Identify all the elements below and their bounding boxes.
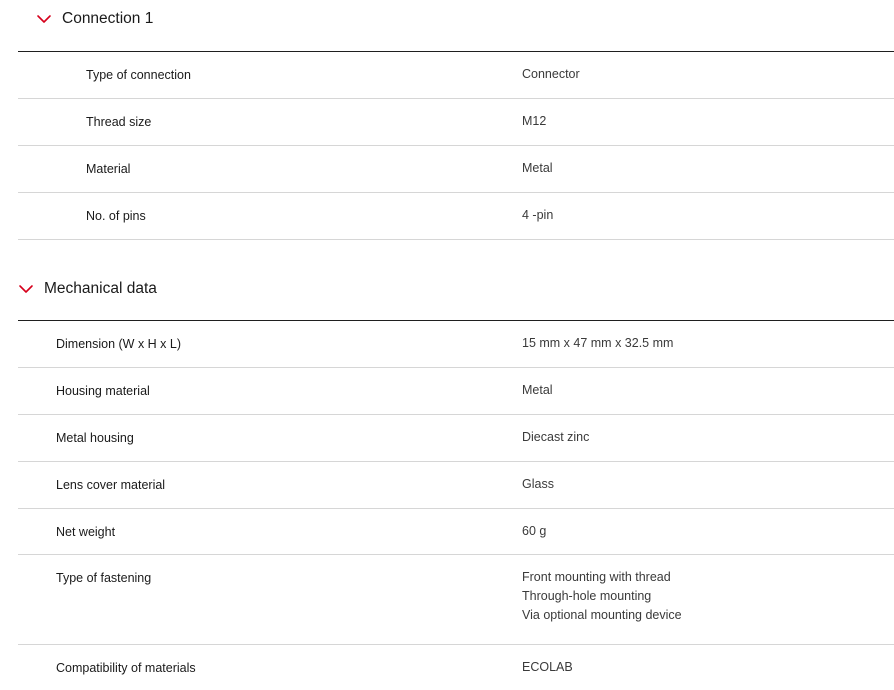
row-value-line: Glass [522,477,554,491]
row-value-line: Front mounting with thread [522,570,671,584]
row-value [522,159,553,178]
row-value-line: M12 [522,114,547,128]
row-value [522,381,553,400]
row-value [522,475,554,494]
row-label: No. of pins [86,209,146,223]
row-value-line: Diecast zinc [522,430,590,444]
section-header-mechanical-data[interactable] [18,270,157,308]
row-value-line: Metal [522,161,553,175]
row-value [522,112,546,131]
row-value-line: Metal [522,383,553,397]
row-value-line: Via optional mounting device [522,608,682,622]
row-value-line: Connector [522,67,580,81]
row-label: Type of connection [86,68,191,82]
table-row [18,52,894,99]
table-row [18,321,894,368]
row-label: Net weight [56,525,116,539]
section-title: Mechanical data [44,280,157,297]
row-value [522,428,589,447]
chevron-down-icon [36,11,52,27]
row-value [522,334,673,353]
table-row [18,555,894,645]
table-row [18,462,894,509]
table-row [18,415,894,462]
row-value [522,65,580,84]
table-row [18,193,894,240]
row-label: Material [86,162,131,176]
row-value [522,206,553,225]
row-value [522,658,573,677]
table-row [18,509,894,555]
row-label: Dimension (W x H x L) [56,337,182,351]
row-label: Type of fastening [56,571,152,585]
row-label: Thread size [86,115,152,129]
section-title: Connection 1 [62,10,154,27]
row-label: Compatibility of materials [56,661,196,675]
section-mechanical-data [18,270,894,690]
row-value [522,568,682,625]
row-label: Metal housing [56,431,134,445]
table-row [18,99,894,146]
table-row [18,645,894,690]
row-label: Housing material [56,384,150,398]
section-connection-1 [18,0,894,240]
row-value-line: ECOLAB [522,660,573,674]
table-row [18,368,894,415]
chevron-down-icon [18,281,34,297]
section-header-connection-1[interactable] [36,0,153,38]
row-value-line: Through-hole mounting [522,589,652,603]
table-row [18,146,894,193]
row-label: Lens cover material [56,478,166,492]
row-value-line: 15 mm x 47 mm x 32.5 mm [522,336,674,350]
row-value [522,522,546,541]
row-value-line: 60 g [522,524,547,538]
row-value-line: 4 -pin [522,208,554,222]
